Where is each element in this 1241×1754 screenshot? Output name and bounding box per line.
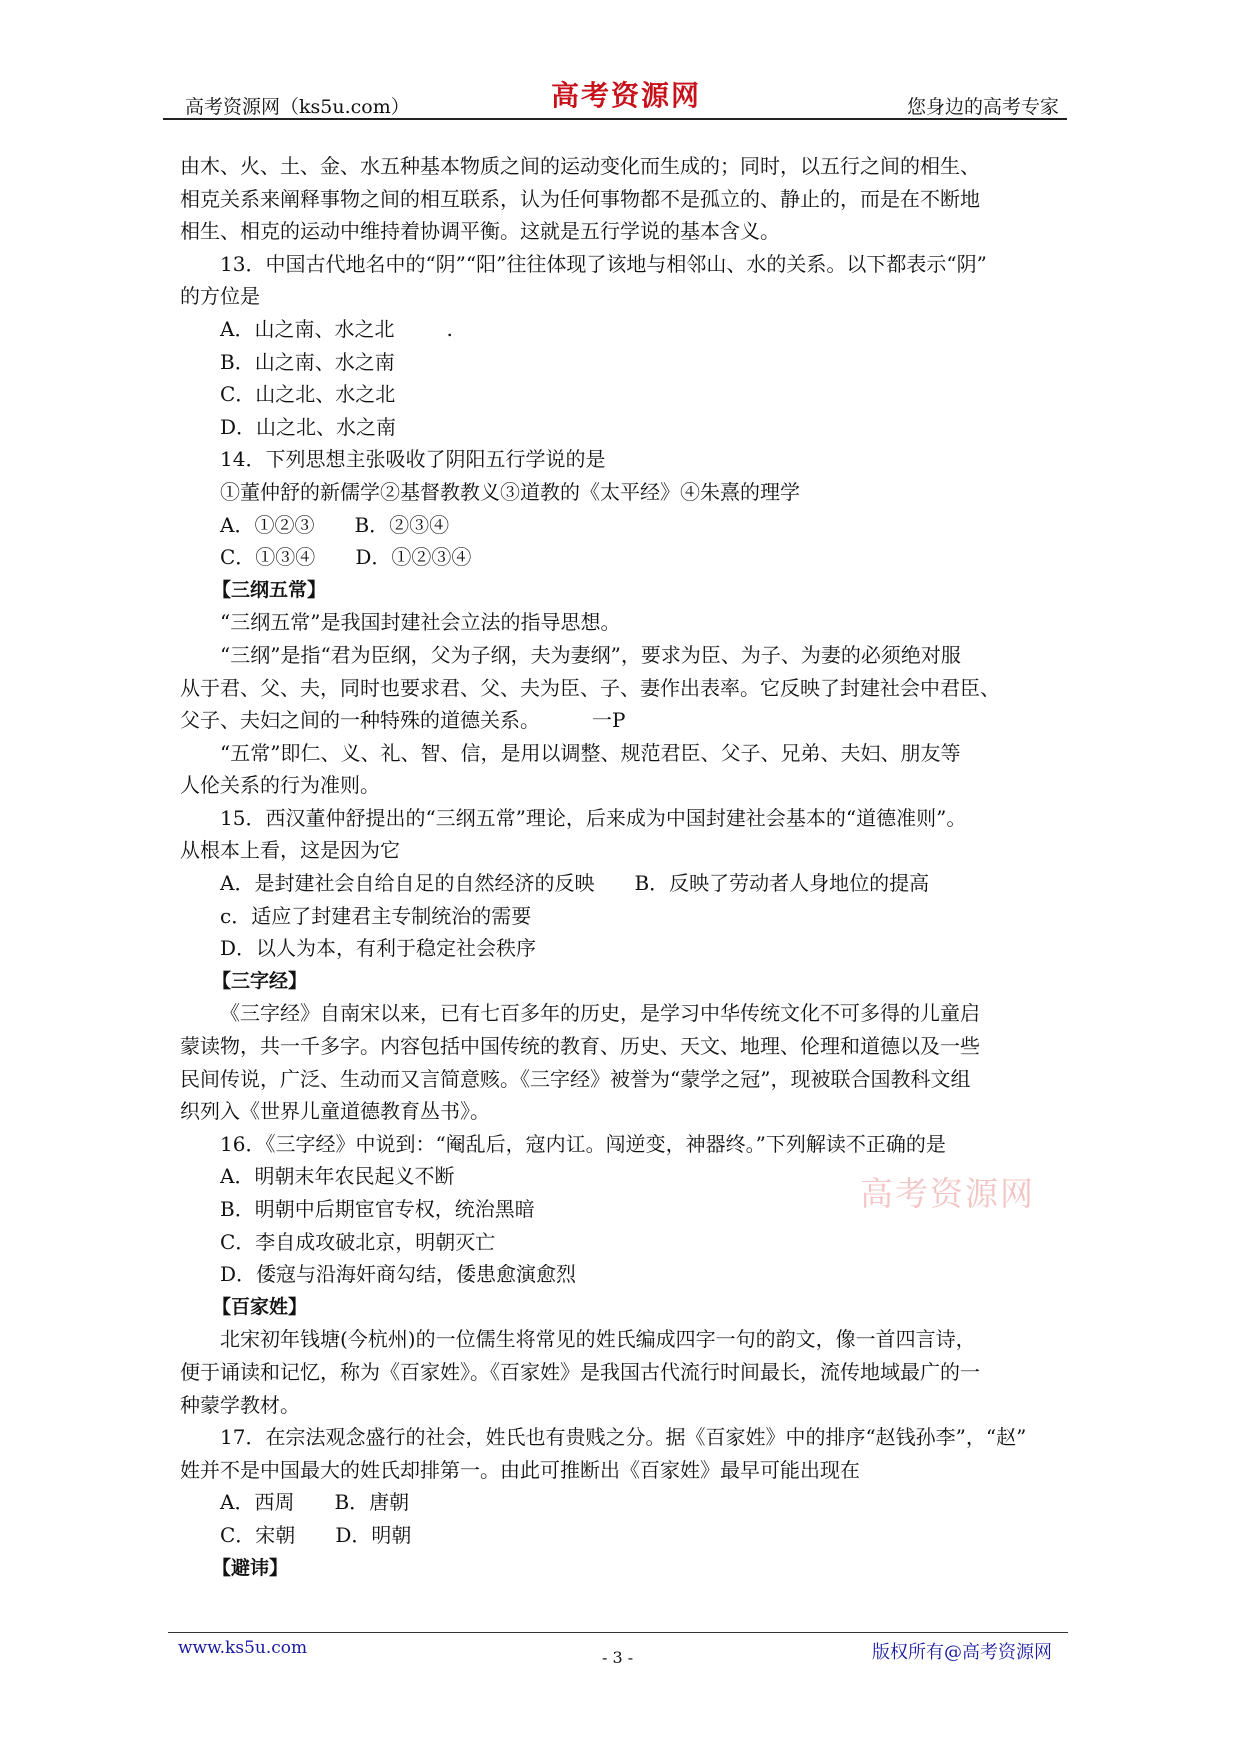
stray-mark: 一P bbox=[592, 708, 626, 733]
option-14c: C．①③④ bbox=[220, 545, 316, 570]
section-heading-bihui: 【避讳】 bbox=[212, 1556, 289, 1579]
text-line: 从根本上看，这是因为它 bbox=[180, 838, 400, 863]
option-16d: D．倭寇与沿海奸商勾结，倭患愈演愈烈 bbox=[220, 1262, 577, 1287]
text-line: 由木、火、土、金、水五种基本物质之间的运动变化而生成的；同时，以五行之间的相生、 bbox=[180, 154, 980, 178]
option-15a: A．是封建社会自给自足的自然经济的反映 bbox=[220, 871, 595, 896]
option-14b: B．②③④ bbox=[354, 512, 450, 537]
option-15b: B．反映了劳动者人身地位的提高 bbox=[634, 871, 930, 896]
text-line: 相生、相克的运动中维持着协调平衡。这就是五行学说的基本含义。 bbox=[180, 219, 780, 244]
option-line bbox=[180, 509, 1060, 542]
option-line bbox=[180, 313, 1060, 346]
stray-dot: . bbox=[446, 316, 453, 341]
question-13: 13．中国古代地名中的“阴”“阳”往往体现了该地与相邻山、水的关系。以下都表示“阴” bbox=[220, 251, 987, 276]
text-line: 民间传说，广泛、生动而又言简意赅。《三字经》被誉为“蒙学之冠”，现被联合国教科文组 bbox=[180, 1066, 971, 1091]
option-13d: D．山之北、水之南 bbox=[220, 414, 397, 439]
watermark-logo: 高考资源网 bbox=[860, 1174, 1035, 1213]
option-16a: A．明朝末年农民起义不断 bbox=[220, 1164, 455, 1189]
text-line: “五常”即仁、义、礼、智、信，是用以调整、规范君臣、父子、兄弟、夫妇、朋友等 bbox=[220, 740, 961, 765]
question-17: 17．在宗法观念盛行的社会，姓氏也有贵贱之分。据《百家姓》中的排序“赵钱孙李”，“赵” bbox=[220, 1425, 1027, 1450]
text-line: 相克关系来阐释事物之间的相互联系，认为任何事物都不是孤立的、静止的，而是在不断地 bbox=[180, 186, 980, 211]
option-line bbox=[180, 1519, 1060, 1552]
text-line: 人伦关系的行为准则。 bbox=[180, 773, 380, 798]
header-site-name: 高考资源网（ks5u.com） bbox=[185, 96, 410, 118]
option-17c: C．宋朝 bbox=[220, 1522, 296, 1547]
text-line bbox=[180, 704, 1060, 737]
option-line bbox=[180, 541, 1060, 574]
option-17d: D．明朝 bbox=[335, 1522, 412, 1547]
text-line: 便于诵读和记忆，称为《百家姓》。《百家姓》是我国古代流行时间最长，流传地域最广的一 bbox=[180, 1359, 980, 1384]
option-13a: A．山之南、水之北 bbox=[220, 316, 395, 341]
section-heading-sanzijing: 【三字经】 bbox=[212, 969, 308, 992]
footer-divider bbox=[168, 1632, 1068, 1633]
page-header bbox=[163, 72, 1067, 120]
option-16c: C．李自成攻破北京，明朝灭亡 bbox=[220, 1229, 496, 1254]
option-17a: A．西周 bbox=[220, 1490, 295, 1515]
option-15c: c．适应了封建君主专制统治的需要 bbox=[220, 903, 532, 928]
text-line: “三纲五常”是我国封建社会立法的指导思想。 bbox=[220, 610, 621, 635]
option-15d: D．以人为本，有利于稳定社会秩序 bbox=[220, 936, 537, 961]
text-line: 北宋初年钱塘(今杭州)的一位儒生将常见的姓氏编成四字一句的韵文，像一首四言诗， bbox=[220, 1327, 976, 1352]
section-heading-sangang: 【三纲五常】 bbox=[212, 578, 327, 601]
text-line: 种蒙学教材。 bbox=[180, 1392, 300, 1417]
question-16: 16．《三字经》中说到：“阉乱后，寇内讧。闯逆变，神器终。”下列解读不正确的是 bbox=[220, 1131, 946, 1156]
page-number: - 3 - bbox=[602, 1648, 634, 1667]
text-line: 姓并不是中国最大的姓氏却排第一。由此可推断出《百家姓》最早可能出现在 bbox=[180, 1457, 860, 1482]
option-14a: A．①②③ bbox=[220, 512, 315, 537]
question-14-items: ①董仲舒的新儒学②基督教教义③道教的《太平经》④朱熹的理学 bbox=[220, 479, 800, 504]
footer-copyright-link[interactable]: 版权所有@高考资源网 bbox=[872, 1642, 1052, 1663]
option-14d: D．①②③④ bbox=[355, 545, 472, 570]
header-logo: 高考资源网 bbox=[551, 79, 702, 112]
text-line: 织列入《世界儿童道德教育丛书》。 bbox=[180, 1099, 490, 1124]
option-13b: B．山之南、水之南 bbox=[220, 349, 395, 374]
option-line bbox=[180, 1486, 1060, 1519]
document-body bbox=[180, 150, 1060, 1584]
question-14: 14．下列思想主张吸收了阴阳五行学说的是 bbox=[220, 447, 606, 472]
text-line: 蒙读物，共一千多字。内容包括中国传统的教育、历史、天文、地理、伦理和道德以及一些 bbox=[180, 1034, 980, 1059]
text-line: 的方位是 bbox=[180, 284, 260, 309]
option-16b: B．明朝中后期宦官专权，统治黑暗 bbox=[220, 1197, 535, 1221]
text-span: 父子、夫妇之间的一种特殊的道德关系。 bbox=[180, 708, 540, 733]
option-13c: C．山之北、水之北 bbox=[220, 382, 396, 407]
footer-url-link[interactable]: www.ks5u.com bbox=[178, 1638, 308, 1658]
option-line bbox=[180, 867, 1060, 900]
section-heading-baijiaxing: 【百家姓】 bbox=[212, 1295, 308, 1318]
text-line: 《三字经》自南宋以来，已有七百多年的历史，是学习中华传统文化不可多得的儿童启 bbox=[220, 1001, 980, 1026]
question-15: 15．西汉董仲舒提出的“三纲五常”理论，后来成为中国封建社会基本的“道德准则”。 bbox=[220, 805, 967, 830]
text-line: 从于君、父、夫，同时也要求君、父、夫为臣、子、妻作出表率。它反映了封建社会中君臣、 bbox=[180, 675, 1000, 700]
option-17b: B．唐朝 bbox=[334, 1490, 410, 1515]
header-slogan: 您身边的高考专家 bbox=[906, 96, 1059, 118]
text-line: “三纲”是指“君为臣纲，父为子纲，夫为妻纲”，要求为臣、为子、为妻的必须绝对服 bbox=[220, 642, 961, 667]
